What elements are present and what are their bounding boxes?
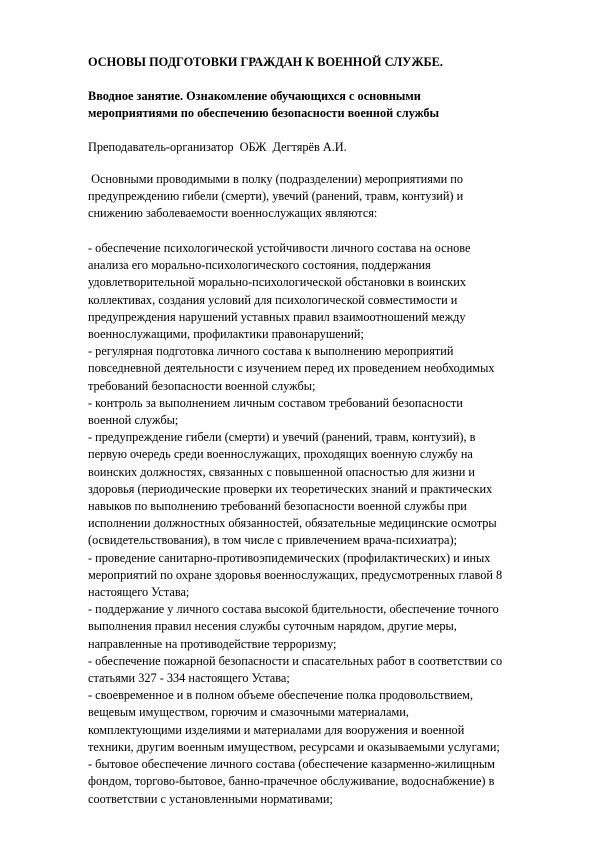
intro-line: снижению заболеваемости военнослужащих являются: [88,206,378,220]
measure-line: комплектующими изделиями и материалами для вооружения и военной [88,722,465,737]
intro-paragraph [88,171,558,222]
measure-line: - поддержание у личного состава высокой бдительности, обеспечение точного [88,602,499,617]
subtitle-line: Вводное занятие. Ознакомление обучающихся с основными [88,89,421,103]
measure-line: исполнении должностных обязанностей, обязательные медицинские осмотры [88,516,497,531]
document-title: ОСНОВЫ ПОДГОТОВКИ ГРАЖДАН К ВОЕННОЙ СЛУЖБЕ. [88,55,443,69]
measure-line: анализа его морально-психологического состояния, поддержания [88,258,431,273]
measure-line: повседневной деятельности с изучением перед их проведением необходимых [88,361,495,376]
document-page [88,54,558,808]
measure-line: - регулярная подготовка личного состава к выполнению мероприятий [88,344,454,359]
measure-line: вещевым имуществом, горючим и смазочными материалами, [88,705,409,720]
measure-line: удовлетворительной морально-психологической обстановки в воинских [88,275,467,290]
measure-line: требований безопасности военной службы; [88,378,316,393]
measure-line: - контроль за выполнением личным составом требований безопасности [88,395,463,410]
measure-line: - проведение санитарно-противоэпидемических (профилактических) и иных [88,550,491,565]
measure-line: военнослужащими, профилактики правонарушений; [88,327,364,342]
measure-line: воинских должностях, связанных с повышенной опасностью для жизни и [88,464,475,479]
measure-line: выполнения правил несения службы суточным нарядом, другие меры, [88,619,457,634]
intro-line: предупреждению гибели (смерти), увечий (ранений, травм, контузий) и [88,189,464,203]
measure-line: - обеспечение пожарной безопасности и спасательных работ в соответствии со [88,653,503,668]
measure-line: мероприятий по охране здоровья военнослужащих, предусмотренных главой 8 [88,567,503,582]
measure-line: - предупреждение гибели (смерти) и увечий (ранений, травм, контузий), в [88,430,476,445]
measure-line: - бытовое обеспечение личного состава (обеспечение казарменно-жилищным [88,757,495,772]
measure-line: настоящего Устава; [88,585,190,600]
measure-line: статьями 327 - 334 настоящего Устава; [88,671,290,686]
measure-line: предупреждения нарушений уставных правил взаимоотношений между [88,309,466,324]
measure-line: - обеспечение психологической устойчивости личного состава на основе [88,241,471,255]
measure-line: коллективах, создания условий для психологической совместимости и [88,292,458,307]
lesson-subtitle [88,88,558,122]
measure-line: направленные на противодействие терроризму; [88,636,337,651]
measure-line: соответствии с установленными нормативами; [88,791,333,806]
measure-line: первую очередь среди военнослужащих, проходящих военную службу на [88,447,473,462]
measure-line: - своевременное и в полном объеме обеспечение полка продовольствием, [88,688,474,703]
measure-line: навыков по выполнению требований безопасности военной службы при [88,499,467,514]
measures-list [88,240,558,808]
measure-line: техники, другим военным имуществом, ресурсами и оказываемыми услугами; [88,739,500,754]
teacher-line: Преподаватель-организатор ОБЖ Дегтярёв А.И. [88,140,347,154]
measure-line: фондом, торгово-бытовое, банно-прачечное обслуживание, водоснабжение) в [88,774,495,789]
measure-line: здоровья (периодические проверки их теоретических знаний и практических [88,481,493,496]
subtitle-line: мероприятиями по обеспечению безопасности военной службы [88,106,440,120]
intro-line: Основными проводимыми в полку (подразделении) мероприятиями по [88,172,464,186]
measure-line: военной службы; [88,413,179,428]
measure-line: (освидетельствования), в том числе с привлечением врача-психиатра); [88,533,457,548]
